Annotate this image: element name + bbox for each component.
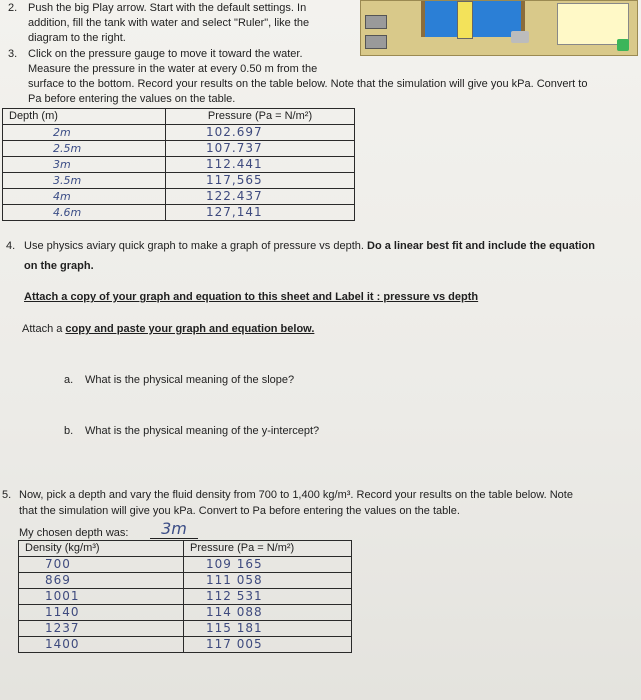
step3-line: Pa before entering the values on the table. (28, 93, 236, 105)
step-number: 5. (2, 489, 12, 501)
faucet-icon (511, 31, 529, 43)
density-cell: 869 (19, 573, 184, 589)
table-row (19, 573, 352, 589)
pressure-cell: 112.441 (166, 157, 355, 173)
pressure-cell: 127,141 (166, 205, 355, 221)
table-row (19, 621, 352, 637)
pressure-cell: 111 058 (184, 573, 352, 589)
chosen-depth-label: My chosen depth was: (19, 527, 129, 539)
pressure-cell: 112 531 (184, 589, 352, 605)
table-row (3, 157, 355, 173)
pressure-cell: 114 088 (184, 605, 352, 621)
table-row (19, 605, 352, 621)
pressure-cell: 117 005 (184, 637, 352, 653)
sim-tool-icon (365, 15, 387, 29)
chosen-depth-value: 3m (150, 519, 198, 539)
density-cell: 1140 (19, 605, 184, 621)
step4-line: on the graph. (24, 260, 94, 272)
step2-line: diagram to the right. (28, 32, 126, 44)
pressure-cell: 102.697 (166, 125, 355, 141)
table-row (3, 189, 355, 205)
pressure-cell: 117,565 (166, 173, 355, 189)
question-a: What is the physical meaning of the slope? (85, 374, 295, 386)
step3-line: surface to the bottom. Record your results on the table below. Note that the simulation will give you kPa. Convert to (28, 78, 588, 90)
pressure-cell: 115 181 (184, 621, 352, 637)
depth-cell: 4m (3, 189, 166, 205)
density-cell: 1237 (19, 621, 184, 637)
pressure-cell: 109 165 (184, 557, 352, 573)
table-row (19, 557, 352, 573)
density-cell: 1001 (19, 589, 184, 605)
table-row (3, 141, 355, 157)
step4-bold-text: Do a linear best fit and include the equation (367, 240, 595, 252)
depth-pressure-table (2, 108, 355, 221)
depth-cell: 3.5m (3, 173, 166, 189)
step2-line: Push the big Play arrow. Start with the default settings. In (28, 2, 307, 14)
simulation-screenshot (360, 0, 638, 56)
pressure-cell: 107.737 (166, 141, 355, 157)
depth-cell: 2m (3, 125, 166, 141)
step4-text: Use physics aviary quick graph to make a graph of pressure vs depth. (24, 240, 364, 252)
sim-tool-icon (365, 35, 387, 49)
step-number: 4. (6, 240, 16, 252)
step-number: 3. (8, 48, 18, 60)
step-number: 2. (8, 2, 18, 14)
attach-underlined-text: copy and paste your graph and equation below. (65, 323, 315, 335)
depth-cell: 4.6m (3, 205, 166, 221)
step2-line: addition, fill the tank with water and select "Ruler", like the (28, 17, 310, 29)
attach-instruction (22, 321, 314, 337)
depth-cell: 3m (3, 157, 166, 173)
ruler-icon (457, 1, 473, 39)
table-row (19, 589, 352, 605)
water-tank (421, 1, 525, 37)
density-pressure-table (18, 540, 352, 653)
step5-line: Now, pick a depth and vary the fluid density from 700 to 1,400 kg/m³. Record your results on the table below. Note (19, 489, 573, 501)
table-header: Pressure (Pa = N/m²) (184, 541, 352, 557)
table-row (3, 173, 355, 189)
table-header: Pressure (Pa = N/m²) (166, 109, 355, 125)
depth-cell: 2.5m (3, 141, 166, 157)
density-cell: 700 (19, 557, 184, 573)
pressure-cell: 122.437 (166, 189, 355, 205)
question-b: What is the physical meaning of the y-intercept? (85, 425, 320, 437)
reset-icon (617, 39, 629, 51)
table-header: Depth (m) (3, 109, 166, 125)
table-row (3, 205, 355, 221)
step5-line: that the simulation will give you kPa. Convert to Pa before entering the values on the table. (19, 505, 460, 517)
table-row (19, 637, 352, 653)
density-cell: 1400 (19, 637, 184, 653)
attach-instruction: Attach a copy of your graph and equation to this sheet and Label it : pressure vs depth (24, 291, 479, 303)
table-header: Density (kg/m³) (19, 541, 184, 557)
attach-text: Attach a (22, 323, 66, 335)
step3-line: Measure the pressure in the water at every 0.50 m from the (28, 63, 318, 75)
step3-line: Click on the pressure gauge to move it toward the water. (28, 48, 303, 60)
table-row (3, 125, 355, 141)
question-label: a. (64, 374, 74, 386)
step4-line (24, 238, 595, 254)
question-label: b. (64, 425, 74, 437)
